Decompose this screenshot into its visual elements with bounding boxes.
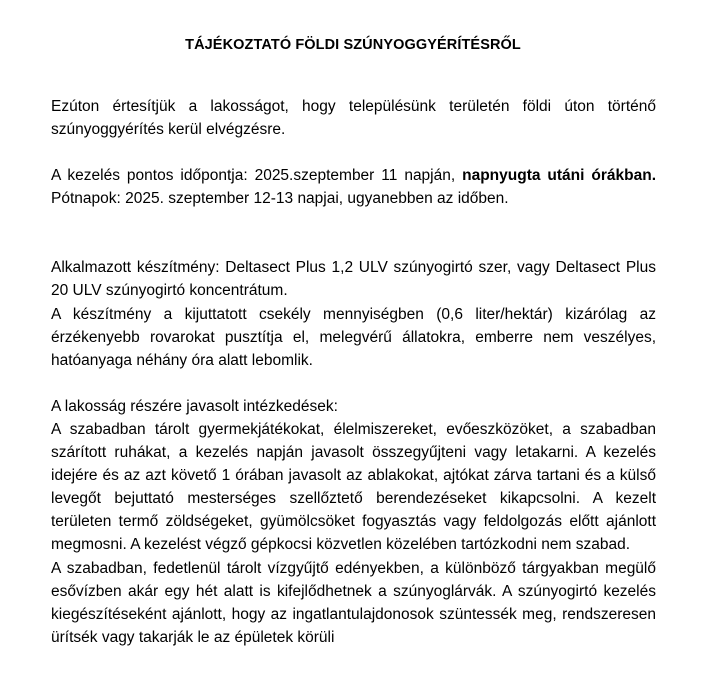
water-paragraph: A szabadban, fedetlenül tárolt vízgyűjtő edényekben, a különböző tárgyakban megülő esővízben akár egy hét alatt is kifejlődhetnek a szúnyoglárvák. A szúnyogirtó kezelés kiegészítéseként ajánlott, hogy az ingatlantulajdonosok szüntessék meg, rendszeresen ürítsék vagy takarják le az épületek körüli (51, 559, 656, 646)
schedule-paragraph (51, 164, 656, 210)
schedule-prefix: A kezelés pontos időpontja: 2025.szeptember 11 napján, (51, 167, 463, 185)
paragraph-spacer (51, 141, 656, 164)
schedule-emphasis: napnyugta utáni órákban. (462, 167, 657, 185)
document-title: TÁJÉKOZTATÓ FÖLDI SZÚNYOGGYÉRÍTÉSRŐL (185, 37, 521, 53)
product-info-paragraph: A készítmény a kijuttatott csekély mennyiségben (0,6 liter/hektár) kizárólag az érzékenyebb rovarokat pusztítja el, melegvérű állatokra, emberre nem veszélyes, hatóanyaga néhány óra alatt lebomlik. (51, 305, 656, 369)
paragraph-spacer (51, 210, 656, 256)
document-body (51, 95, 656, 649)
paragraph-spacer (51, 372, 656, 395)
measures-paragraph: A szabadban tárolt gyermekjátékokat, élelmiszereket, evőeszközöket, a szabadban szárított ruhákat, a kezelés napján javasolt összegyűjteni vagy letakarni. A kezelés idejére és az azt követő 1 órában javasolt az ablakokat, ajtókat zárva tartani és a külső levegőt bejuttató mesterséges szellőztető berendezéseket kikapcsolni. A kezelt területen termő zöldségeket, gyümölcsöket fogyasztás vagy feldolgozás előtt ajánlott megmosni. A kezelést végző gépkocsi közvetlen közelében tartózkodni nem szabad. (51, 420, 656, 554)
schedule-suffix: Pótnapok: 2025. szeptember 12-13 napjai, ugyanebben az időben. (51, 190, 509, 208)
measures-heading: A lakosság részére javasolt intézkedések: (51, 397, 338, 415)
product-paragraph: Alkalmazott készítmény: Deltasect Plus 1,2 ULV szúnyogirtó szer, vagy Deltasect Plus 20 ULV szúnyogirtó koncentrátum. (51, 259, 656, 300)
intro-paragraph: Ezúton értesítjük a lakosságot, hogy településünk területén földi úton történő szúnyoggyérítés kerül elvégzésre. (51, 98, 656, 139)
